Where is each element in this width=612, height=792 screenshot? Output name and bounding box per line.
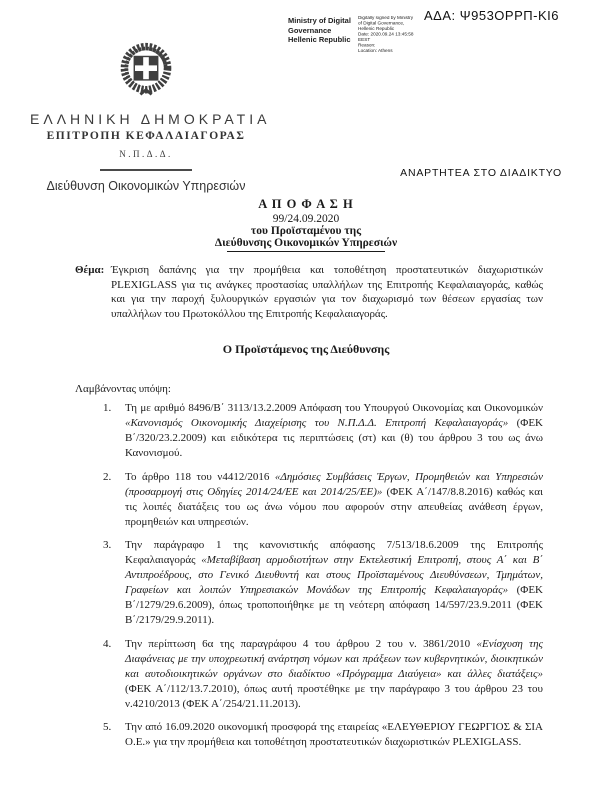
stamp-line: Hellenic Republic bbox=[357, 26, 395, 32]
internet-posting-note: ΑΝΑΡΤΗΤΕΑ ΣΤΟ ΔΙΑΔΙΚΤΥΟ bbox=[400, 167, 562, 179]
list-item-text: Την από 16.09.2020 οικονομική προσφορά της εταιρείας «ΕΛΕΥΘΕΡΙΟΥ ΓΕΩΡΓΙΟΣ & ΣΙΑ Ο.Ε.» για την προμήθεια και τοποθέτηση προστατευτικών διαχωριστικών PLEXIGLASS. bbox=[125, 721, 543, 748]
directorate-name: Διεύθυνση Οικονομικών Υπηρεσιών bbox=[46, 179, 246, 193]
list-item-number: 3. bbox=[103, 539, 112, 551]
list-item-text: «Ενίσχυση της Διαφάνειας με την υποχρεωτική ανάρτηση νόμων και πράξεων των κυβερνητικών, διοικητικών και αυτοδιοικητικών οργάνων στο διαδίκτυο «Πρόγραμμα Διαύγεια» και άλλες διατάξεις» bbox=[125, 637, 544, 680]
list-item-text: Την παράγραφο 1 της κανονιστικής απόφασης 7/513/18.6.2009 της Επιτροπής Κεφαλαιαγοράς bbox=[125, 539, 543, 566]
list-item-text: «Μεταβίβαση αρμοδιοτήτων στην Εκτελεστική Επιτροπή, στους Α΄ και Β΄ Αντιπροέδρους, στο Γενικό Διευθυντή και στους Προϊσταμένους Διευθύνσεων, Τμημάτων, Γραφείων και λοιπών Υπηρεσιακών Μονάδων της Επιτροπής Κεφαλαιαγοράς» bbox=[125, 554, 543, 596]
list-item-text: (ΦΕΚ Β΄/320/23.2.2009) και ειδικότερα τις περιπτώσεις (στ) και (θ) του άρθρου 3 του ως άνω Κανονισμού. bbox=[125, 417, 543, 459]
ministry-name bbox=[288, 16, 351, 65]
subject-label: Θέμα: bbox=[75, 264, 105, 276]
decision-issuer-line1: του Προϊσταμένου της bbox=[250, 225, 362, 237]
commission-title: ΕΠΙΤΡΟΠΗ ΚΕΦΑΛΑΙΑΓΟΡΑΣ bbox=[46, 130, 246, 142]
list-item-text: Το άρθρο 118 του ν4412/2016 bbox=[125, 470, 275, 483]
list-item bbox=[103, 538, 543, 628]
list-item-text: (ΦΕΚ Α΄/147/8.8.2016) καθώς και τις λοιπές διατάξεις του ως άνω νόμου που αφορούν στην απευθείας ανάθεση έργων, προμηθειών και υπηρεσιών. bbox=[125, 485, 543, 528]
letterhead bbox=[30, 40, 271, 193]
considering-label: Λαμβάνοντας υπόψη: bbox=[75, 383, 171, 395]
decision-number-date: 99/24.09.2020 bbox=[272, 213, 340, 225]
stamp-line: Ministry of Digital bbox=[288, 16, 351, 25]
stamp-line: Digitally signed by Ministry bbox=[357, 16, 414, 21]
stamp-line: Date: 2020.09.24 13:45:58 bbox=[357, 32, 414, 38]
list-item bbox=[103, 720, 543, 750]
stamp-details bbox=[358, 16, 444, 54]
list-item bbox=[103, 470, 543, 530]
letterhead-divider bbox=[100, 169, 192, 171]
decision-title: Α Π Ο Φ Α Σ Η bbox=[258, 197, 354, 211]
list-item-text: Τη με αριθμό 8496/Β΄ 3113/13.2.2009 Απόφαση του Υπουργού Οικονομίας και Οικονομικών bbox=[125, 402, 543, 414]
stamp-line: Reason: bbox=[357, 43, 376, 48]
list-item bbox=[103, 637, 543, 712]
decision-heading bbox=[0, 197, 612, 252]
stamp-line: of Digital Governance, bbox=[357, 21, 405, 27]
list-item-text: Την περίπτωση 6α της παραγράφου 4 του άρθρου 2 του ν. 3861/2010 bbox=[125, 637, 477, 650]
subject-text: Έγκριση δαπάνης για την προμήθεια και τοποθέτηση προστατευτικών διαχωριστικών PLEXIGLASS για τις ανάγκες προστασίας υπαλλήλων της Επιτροπής Κεφαλαιαγοράς, καθώς και για την παροχή ξυλουργικών εργασιών για τον διαχωρισμό των θέσεων εργασίας των υπαλλήλων του Πρωτοκόλλου της Επιτροπής Κεφαλαιαγοράς. bbox=[111, 264, 543, 320]
ada-code: ΑΔΑ: Ψ953ΟΡΡΠ-ΚΙ6 bbox=[424, 8, 559, 23]
section-heading: Ο Προϊστάμενος της Διεύθυνσης bbox=[222, 342, 390, 356]
list-item-number: 1. bbox=[103, 402, 112, 414]
stamp-line: EEST bbox=[357, 37, 371, 43]
stamp-line: Location: Athens bbox=[357, 48, 393, 54]
greek-emblem-icon bbox=[116, 40, 176, 102]
considerations-list bbox=[103, 401, 543, 759]
stamp-line: Hellenic Republic bbox=[288, 35, 351, 44]
list-item-text: «Δημόσιες Συμβάσεις Έργων, Προμηθειών και Υπηρεσιών (προσαρμογή στις Οδηγίες 2014/24/ΕΕ και 2014/25/ΕΕ)» bbox=[125, 470, 543, 498]
list-item-number: 2. bbox=[103, 470, 112, 483]
heading-underline bbox=[227, 251, 385, 252]
decision-issuer-line2: Διεύθυνσης Οικονομικών Υπηρεσιών bbox=[214, 237, 398, 249]
list-item-number: 4. bbox=[103, 637, 112, 650]
list-item-number: 5. bbox=[103, 721, 112, 733]
list-item-text: (ΦΕΚ Α΄/112/13.7.2010), όπως αυτή προστέθηκε με την παράγραφο 3 του άρθρου 23 του ν.4210/2013 (ΦΕΚ Α΄/254/21.11.2013). bbox=[125, 682, 543, 710]
ministry-stamp bbox=[288, 16, 468, 65]
list-item-text: (ΦΕΚ Β΄/1279/29.6.2009), όπως τροποποιήθηκε με τη νεότερη απόφαση 14/597/23.9.2011 (ΦΕΚ Β΄/2179/29.9.2011). bbox=[125, 584, 543, 626]
republic-title: ΕΛΛΗΝΙΚΗ ΔΗΜΟΚΡΑΤΙΑ bbox=[30, 111, 271, 127]
subject-block bbox=[75, 263, 543, 321]
stamp-line: Governance bbox=[288, 25, 332, 35]
entity-type: Ν.Π.Δ.Δ. bbox=[119, 149, 173, 159]
list-item-text: «Κανονισμός Οικονομικής Διαχείρισης του Ν.Π.Δ.Δ. Επιτροπή Κεφαλαιαγοράς» bbox=[125, 417, 509, 429]
list-item bbox=[103, 401, 543, 461]
